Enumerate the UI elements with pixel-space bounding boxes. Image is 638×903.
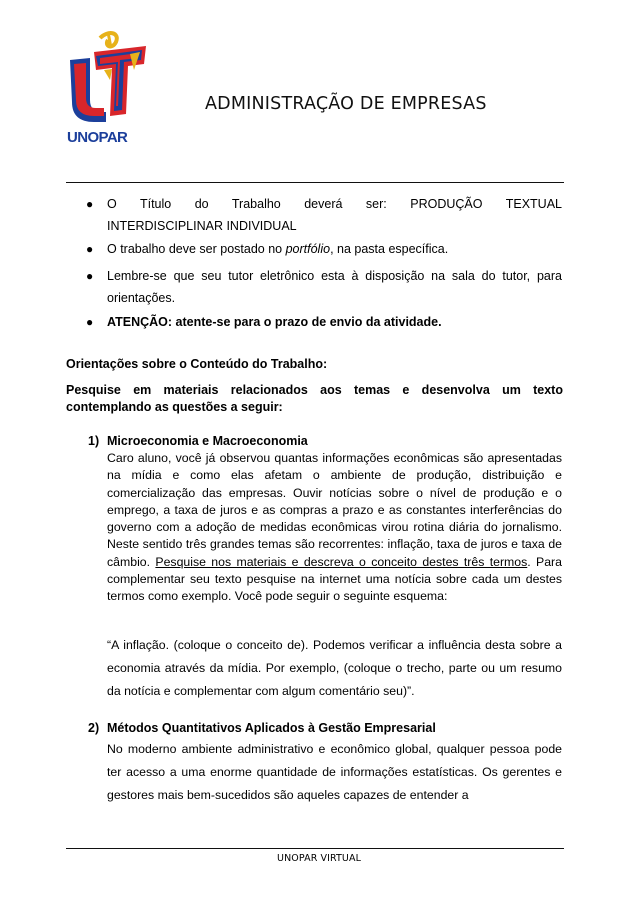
portfolio-emphasis: portfólio [285,242,331,256]
item-1-quote: “A inflação. (coloque o conceito de). Podemos verificar a influência desta sobre a economia através da mídia. Por exemplo, (coloque o trecho, parte ou um resumo da notícia e complementar com algum comentário seu)”. [107,638,562,698]
bullet-marker: ● [86,315,94,329]
bullet-2-text: O trabalho deve ser postado no portfólio, na pasta específica. [107,242,449,256]
footer-text: UNOPAR VIRTUAL [277,853,361,864]
item-2-body: No moderno ambiente administrativo e econômico global, qualquer pessoa pode ter acesso a uma enorme quantidade de informações estatísticas. Os gerentes e gestores mais bem-sucedidos são aqueles capazes de entender a [107,742,562,802]
intro-line-1: Pesquise em materiais relacionados aos temas e desenvolva um texto [66,383,563,397]
item-1-title: Microeconomia e Macroeconomia [107,434,308,448]
header-divider [66,182,564,183]
footer-divider [66,848,564,849]
bullet-3-line-1: Lembre-se que seu tutor eletrônico esta à disposição na sala do tutor, para [107,269,562,283]
logo-text: UNOPAR [67,129,128,146]
page-title: ADMINISTRAÇÃO DE EMPRESAS [205,94,487,114]
bullet-marker: ● [86,269,94,283]
bullet-4-warning: ATENÇÃO: atente-se para o prazo de envio da atividade. [107,315,442,329]
intro-line-2: contemplando as questões a seguir: [66,400,283,414]
unopar-emblem-icon [64,30,148,130]
bullet-1-line-1: O Título do Trabalho deverá ser: PRODUÇÃO TEXTUAL [107,197,562,211]
item-number: 2) [88,721,100,735]
bullet-1-line-2: INTERDISCIPLINAR INDIVIDUAL [107,219,297,233]
bullet-marker: ● [86,197,94,211]
bullet-marker: ● [86,242,94,256]
item-1-body: Caro aluno, você já observou quantas informações econômicas são apresentadas na mídia e como elas afetam o ambiente de produção, distribuição e comercialização das empresas. Ouvir notícias sobre o nível de produção e o emprego, a taxa de juros e as compras a prazo e as constantes interferências do governo com a adoção de medidas econômicas virou rotina diária do jornalismo. Neste sentido três grandes temas são recorrentes: inflação, taxa de juros e taxa de câmbio. Pesquise nos materiais e descreva o conceito destes três termos. Para complementar seu texto pesquise na internet uma notícia sobre cada um destes termos como exemplo. Você pode seguir o seguinte esquema: [107,451,562,604]
item-2-title: Métodos Quantitativos Aplicados à Gestão Empresarial [107,721,436,735]
bullet-3-line-2: orientações. [107,291,176,305]
item-number: 1) [88,434,100,448]
underlined-instruction: Pesquise nos materiais e descreva o conceito destes três termos [155,554,528,569]
section-heading: Orientações sobre o Conteúdo do Trabalho: [66,357,328,371]
